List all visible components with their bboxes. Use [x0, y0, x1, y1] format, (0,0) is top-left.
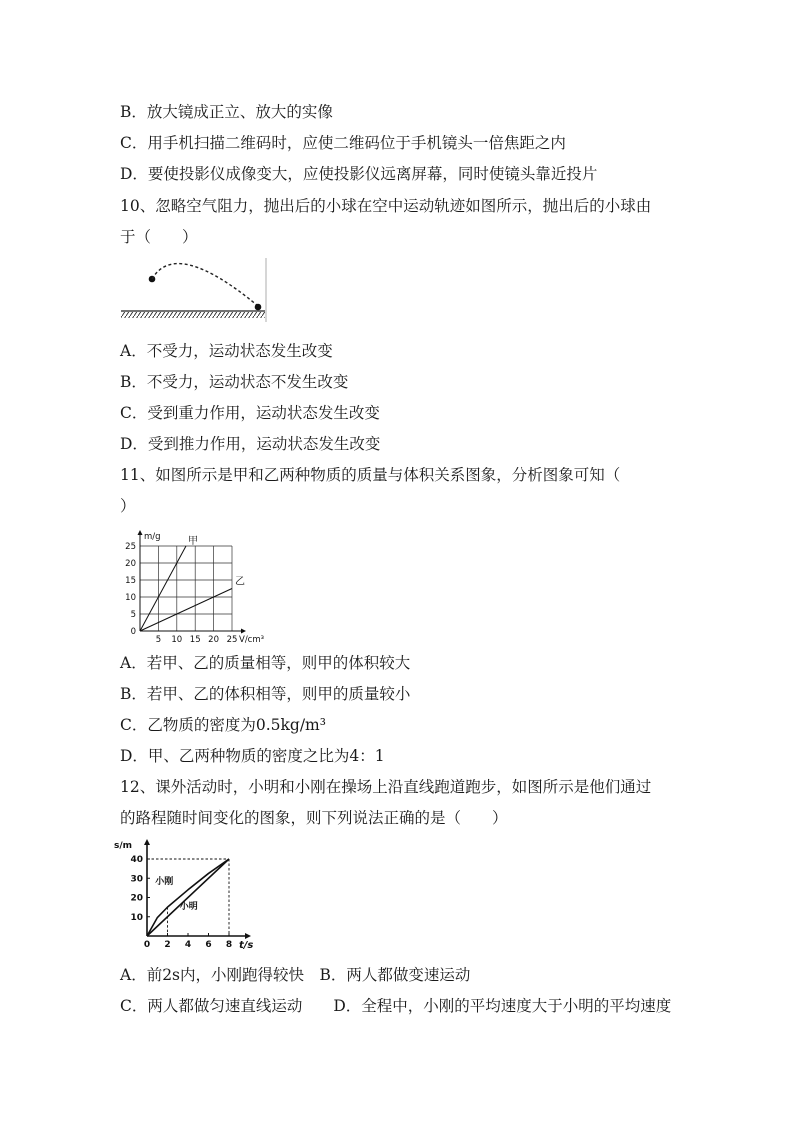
x-tick-label: 15 [189, 635, 201, 645]
q12-options-ab: A．前2s内，小刚跑得较快 B．两人都做变速运动 [120, 966, 471, 984]
y-axis-label: m/g [144, 532, 161, 542]
x-tick-label: 8 [225, 940, 233, 950]
x-axis-label: V/cm³ [239, 635, 265, 645]
y-tick-label: 40 [130, 855, 143, 865]
series-label-yi: 乙 [235, 576, 245, 588]
q12-stem-line1: 12、课外活动时，小明和小刚在操场上沿直线跑道跑步，如图所示是他们通过 [120, 778, 652, 796]
y-axis-arrow [144, 839, 150, 845]
mass-volume-chart [112, 524, 272, 648]
q10-option-b: B．不受力，运动状态不发生改变 [120, 373, 349, 391]
y-axis-label: s/m [114, 841, 133, 851]
x-tick-label: 5 [155, 635, 162, 645]
y-tick-label: 15 [125, 576, 136, 586]
q10-option-a: A．不受力，运动状态发生改变 [120, 342, 333, 360]
ball-end [255, 304, 262, 311]
y-tick-label: 20 [130, 893, 143, 904]
y-tick-label: 25 [125, 542, 136, 552]
q9-option-d: D．要使投影仪成像变大，应使投影仪远离屏幕，同时使镜头靠近投片 [120, 165, 598, 183]
y-tick-label: 10 [130, 912, 143, 923]
q10-stem-line1: 10、忽略空气阻力，抛出后的小球在空中运动轨迹如图所示，抛出后的小球由 [120, 197, 652, 215]
q10-option-c: C．受到重力作用，运动状态发生改变 [120, 404, 380, 422]
x-tick-label: 25 [226, 635, 238, 645]
series-line-jia [140, 546, 186, 631]
q12-options-cd: C．两人都做匀速直线运动 D．全程中，小刚的平均速度大于小明的平均速度 [120, 997, 672, 1015]
x-tick-label: 6 [205, 940, 212, 950]
x-tick-label: 20 [208, 635, 220, 645]
q11-option-d: D．甲、乙两种物质的密度之比为4：1 [120, 747, 385, 765]
q11-stem-line1: 11、如图所示是甲和乙两种物质的质量与体积关系图象，分析图象可知（ [120, 466, 621, 484]
series-label-xiaogang: 小刚 [155, 877, 174, 888]
x-axis-arrow [241, 629, 246, 634]
q11-option-a: A．若甲、乙的质量相等，则甲的体积较大 [120, 654, 411, 672]
y-axis-arrow [138, 530, 143, 535]
trajectory-curve [152, 264, 258, 306]
y-tick-label: 5 [130, 610, 136, 620]
series-line-yi [140, 589, 232, 632]
distance-time-chart [112, 836, 262, 954]
q9-option-c: C．用手机扫描二维码时，应使二维码位于手机镜头一倍焦距之内 [120, 134, 566, 152]
x-tick-label: 4 [184, 940, 192, 950]
y-tick-label: 10 [125, 593, 136, 603]
x-tick-label: 10 [171, 635, 183, 645]
q12-stem-line2: 的路程随时间变化的图象，则下列说法正确的是（ ） [120, 809, 508, 827]
series-line-xiaoming [147, 859, 229, 936]
y-tick-label: 0 [130, 627, 136, 637]
q11-stem-line2: ） [120, 497, 136, 515]
q11-option-b: B．若甲、乙的体积相等，则甲的质量较小 [120, 685, 411, 703]
y-tick-label: 20 [125, 559, 136, 569]
q10-stem-line2: 于（ ） [120, 228, 198, 246]
q10-trajectory-figure [118, 250, 273, 330]
x-axis-label: t/s [239, 940, 254, 951]
series-label-xiaoming: 小明 [179, 902, 198, 913]
x-tick-label: 2 [164, 940, 171, 950]
x-axis-arrow [245, 933, 251, 939]
q11-option-c: C．乙物质的密度为0.5kg/m³ [120, 716, 326, 734]
q9-option-b: B．放大镜成正立、放大的实像 [120, 103, 333, 121]
series-label-jia: 甲 [188, 536, 198, 547]
y-tick-label: 30 [130, 874, 143, 885]
x-tick-label: 0 [143, 940, 151, 950]
q10-option-d: D．受到推力作用，运动状态发生改变 [120, 435, 381, 453]
ground-hatch [121, 312, 265, 318]
